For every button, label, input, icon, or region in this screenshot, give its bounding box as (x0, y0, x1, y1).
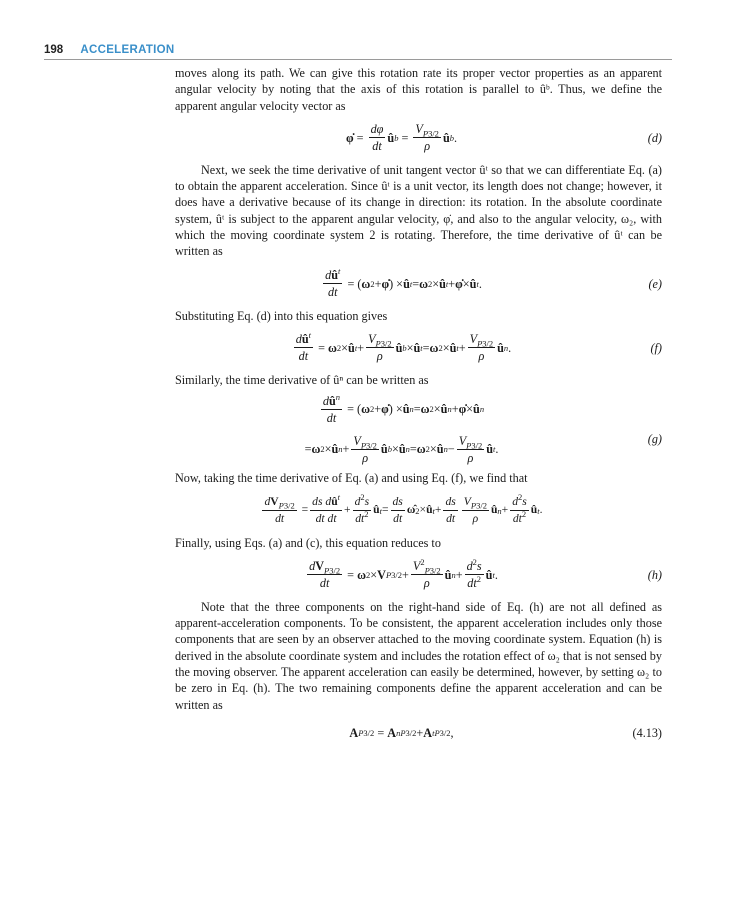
equation-4-13 (175, 713, 662, 753)
equation-g-line-2: = ω 2 × û n + $\frac{V_{P3/2}}{\rho}$ û b × û n = ω 2 × û n − $\frac{V_{P3/2}}{\rho}$ û t . (304, 433, 499, 465)
paragraph-3: Substituting Eq. (d) into this equation gives (175, 308, 388, 323)
equation-g-label: (g) (647, 431, 662, 446)
equation-f-formula: $\frac{dû^t}{dt}$ = ω 2 × û t + $\frac{V_{P3/2}}{\rho}$ û b × û t = ω 2 × û t + $\frac{V_{P3/2}}{\rho}$ û n . (295, 330, 512, 364)
page-number: 198 (44, 44, 64, 56)
equation-h (175, 551, 662, 599)
page-body (175, 65, 662, 753)
paragraph-1: moves along its path. We can give this rotation rate its proper vector properties as an apparent angular velocity by noting that the axis of this rotation is parallel to ûᵇ. Thus, we define the apparent angular velocity vector as (175, 66, 662, 113)
equation-f-label: (f) (650, 340, 662, 355)
equation-unlabeled (175, 487, 662, 535)
paragraph-4: Similarly, the time derivative of ûⁿ can be written as (175, 372, 429, 387)
equation-g (175, 388, 662, 470)
paragraph-2: Next, we seek the time derivative of unit tangent vector ûᵗ so that we can differentiate Eq. (a) to obtain the apparent acceleration. Since ûᵗ is a unit vector, its length does not change; however, it does have a derivative because of its change in direction: its rotation. In the absolute coordinate system, ûᵗ is subject to the apparent angular velocity, φ̇, and also to the angular velocity, ω₂, with which the moving coordinate system 2 is rotating. Therefore, the time derivative of ûᵗ can be written as (175, 162, 662, 259)
equation-e (175, 260, 662, 308)
paragraph-6: Finally, using Eqs. (a) and (c), this equation reduces to (175, 535, 441, 550)
equation-g-line-1: $\frac{dû^n}{dt}$ = ( ω 2 + φ̇ ) × û n = ω 2 × û n + φ̇ × û n (322, 391, 485, 425)
header-rule (44, 59, 672, 60)
equation-e-formula: $\frac{dû^t}{dt}$ = ( ω 2 + φ̇ ) × û t = ω 2 × û t + φ̇ × û t . (325, 266, 482, 300)
running-header (44, 44, 175, 56)
equation-h-formula: $\frac{dV_{P3/2}}{dt}$ = ω 2 × V P3/2 + $\frac{V^2_{P3/2}}{\rho}$ û n + $\frac{d^2s}{dt^2}$ û t . (309, 557, 498, 591)
equation-4-13-formula: A P3/2 = A n P3/2 + A t P3/2 , (349, 725, 454, 740)
equation-f (175, 324, 662, 372)
paragraph-5: Now, taking the time derivative of Eq. (a) and using Eq. (f), we find that (175, 471, 528, 486)
equation-h-label: (h) (647, 567, 662, 582)
equation-d-formula: φ̇ = $\frac{d\varphi}{dt}$ û b = $\frac{V_{P3/2}}{\rho}$ û b . (345, 122, 458, 154)
chapter-title: ACCELERATION (80, 44, 175, 56)
equation-d (175, 114, 662, 162)
equation-4-13-label: (4.13) (632, 725, 662, 740)
equation-unlabeled-formula: $\frac{dV_{P3/2}}{dt}$ = $\frac{ds dû^t}{\text{dt dt}}$ + $\frac{d^2s}{dt^2}$ û t = $\frac{ds}{dt}$ ω̂ 2 × û t + $\frac{ds}{dt}$ $\frac{V_{P3/2}}{\rho}$ û n + $\frac{d^2s}{dt^2}$ û t . (264, 492, 543, 526)
equation-d-label: (d) (647, 130, 662, 145)
equation-e-label: (e) (648, 276, 662, 291)
paragraph-7: Note that the three components on the right-hand side of Eq. (h) are not all defined as apparent-acceleration components. To be consistent, the apparent acceleration includes only those components that are seen by an observer attached to the moving coordinate system. Equation (h) is derived in the absolute coordinate system and includes the rotation effect of ω₂ that is not sensed by the moving observer. The apparent acceleration can easily be determined, however, by setting ω₂ to be zero in Eq. (h). The two remaining components define the apparent acceleration and can be written as (175, 599, 662, 712)
